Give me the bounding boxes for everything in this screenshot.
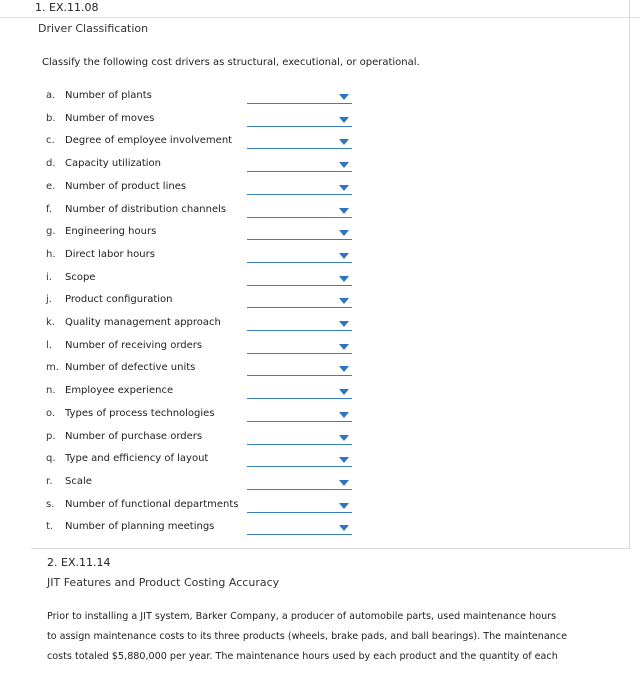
question-1-title: Driver Classification <box>38 22 149 35</box>
classification-dropdown[interactable] <box>247 227 352 240</box>
item-label: Scope <box>65 272 96 283</box>
item-letter: n. <box>46 385 56 396</box>
classification-dropdown[interactable] <box>247 205 352 218</box>
item-label: Number of receiving orders <box>65 340 203 351</box>
dropdown-arrow-icon <box>339 253 349 259</box>
cost-driver-row <box>0 135 640 157</box>
cost-driver-row <box>0 204 640 226</box>
dropdown-arrow-icon <box>339 503 349 509</box>
item-letter: o. <box>46 408 56 419</box>
classification-dropdown[interactable] <box>247 500 352 513</box>
paragraph-line: costs totaled $5,880,000 per year. The maintenance hours used by each product and the quantity of each <box>47 651 558 662</box>
item-label: Number of moves <box>65 113 155 124</box>
item-letter: d. <box>46 158 56 169</box>
question-2-title: JIT Features and Product Costing Accuracy <box>47 576 280 589</box>
classification-dropdown[interactable] <box>247 182 352 195</box>
classification-dropdown[interactable] <box>247 114 352 127</box>
item-label: Types of process technologies <box>65 408 215 419</box>
dropdown-arrow-icon <box>339 276 349 282</box>
item-label: Number of distribution channels <box>65 204 227 215</box>
item-letter: q. <box>46 453 56 464</box>
item-letter: a. <box>46 90 56 101</box>
item-letter: r. <box>46 476 53 487</box>
item-label: Type and efficiency of layout <box>65 453 209 464</box>
dropdown-arrow-icon <box>339 366 349 372</box>
item-letter: j. <box>46 294 52 305</box>
dropdown-arrow-icon <box>339 298 349 304</box>
dropdown-arrow-icon <box>339 94 349 100</box>
cost-driver-row <box>0 272 640 294</box>
paragraph-line: Prior to installing a JIT system, Barker Company, a producer of automobile parts, used maintenance hours <box>47 611 557 622</box>
dropdown-arrow-icon <box>339 208 349 214</box>
item-letter: t. <box>46 521 54 532</box>
classification-dropdown[interactable] <box>247 363 352 376</box>
classification-dropdown[interactable] <box>247 432 352 445</box>
item-label: Quality management approach <box>65 317 221 328</box>
item-letter: m. <box>46 362 59 373</box>
dropdown-arrow-icon <box>339 117 349 123</box>
item-label: Capacity utilization <box>65 158 162 169</box>
classification-dropdown[interactable] <box>247 273 352 286</box>
item-label: Scale <box>65 476 92 487</box>
item-letter: i. <box>46 272 52 283</box>
dropdown-arrow-icon <box>339 389 349 395</box>
classification-dropdown[interactable] <box>247 318 352 331</box>
item-label: Employee experience <box>65 385 174 396</box>
item-label: Engineering hours <box>65 226 157 237</box>
item-label: Number of functional departments <box>65 499 239 510</box>
classification-dropdown[interactable] <box>247 409 352 422</box>
dropdown-arrow-icon <box>339 139 349 145</box>
cost-driver-row <box>0 499 640 521</box>
item-letter: s. <box>46 499 55 510</box>
item-letter: f. <box>46 204 52 215</box>
item-label: Product configuration <box>65 294 173 305</box>
item-letter: g. <box>46 226 56 237</box>
dropdown-arrow-icon <box>339 457 349 463</box>
dropdown-arrow-icon <box>339 162 349 168</box>
cost-driver-row <box>0 249 640 271</box>
cost-driver-row <box>0 317 640 339</box>
item-label: Number of planning meetings <box>65 521 215 532</box>
cost-driver-row <box>0 113 640 135</box>
cost-driver-row <box>0 340 640 362</box>
cost-driver-row <box>0 521 640 543</box>
cost-driver-row <box>0 453 640 475</box>
item-letter: l. <box>46 340 52 351</box>
dropdown-arrow-icon <box>339 344 349 350</box>
dropdown-arrow-icon <box>339 525 349 531</box>
question-2-number: 2. EX.11.14 <box>47 556 111 569</box>
item-letter: c. <box>46 135 55 146</box>
item-label: Number of product lines <box>65 181 187 192</box>
question-1-number: 1. EX.11.08 <box>35 1 99 14</box>
item-letter: b. <box>46 113 56 124</box>
classification-dropdown[interactable] <box>247 386 352 399</box>
classification-dropdown[interactable] <box>247 136 352 149</box>
cost-driver-row <box>0 431 640 453</box>
classification-dropdown[interactable] <box>247 159 352 172</box>
cost-driver-row <box>0 294 640 316</box>
item-letter: e. <box>46 181 56 192</box>
classification-dropdown[interactable] <box>247 250 352 263</box>
cost-driver-row <box>0 158 640 180</box>
item-letter: h. <box>46 249 56 260</box>
cost-driver-row <box>0 362 640 384</box>
classification-dropdown[interactable] <box>247 91 352 104</box>
item-label: Degree of employee involvement <box>65 135 233 146</box>
cost-driver-row <box>0 476 640 498</box>
classification-dropdown[interactable] <box>247 295 352 308</box>
question-1-instruction: Classify the following cost drivers as structural, executional, or operational. <box>42 57 420 68</box>
question-2-paragraph <box>47 607 607 667</box>
classification-dropdown[interactable] <box>247 454 352 467</box>
dropdown-arrow-icon <box>339 435 349 441</box>
dropdown-arrow-icon <box>339 321 349 327</box>
paragraph-line: to assign maintenance costs to its three products (wheels, brake pads, and ball bearings). The maintenance <box>47 631 567 642</box>
cost-driver-row <box>0 226 640 248</box>
dropdown-arrow-icon <box>339 480 349 486</box>
item-label: Number of purchase orders <box>65 431 203 442</box>
cost-driver-row <box>0 408 640 430</box>
item-label: Number of defective units <box>65 362 196 373</box>
cost-driver-row <box>0 385 640 407</box>
classification-dropdown[interactable] <box>247 341 352 354</box>
item-label: Number of plants <box>65 90 152 101</box>
item-letter: k. <box>46 317 55 328</box>
dropdown-arrow-icon <box>339 230 349 236</box>
classification-dropdown[interactable] <box>247 477 352 490</box>
cost-driver-row <box>0 90 640 112</box>
item-label: Direct labor hours <box>65 249 155 260</box>
cost-driver-row <box>0 181 640 203</box>
dropdown-arrow-icon <box>339 412 349 418</box>
classification-dropdown[interactable] <box>247 522 352 535</box>
dropdown-arrow-icon <box>339 185 349 191</box>
item-letter: p. <box>46 431 56 442</box>
